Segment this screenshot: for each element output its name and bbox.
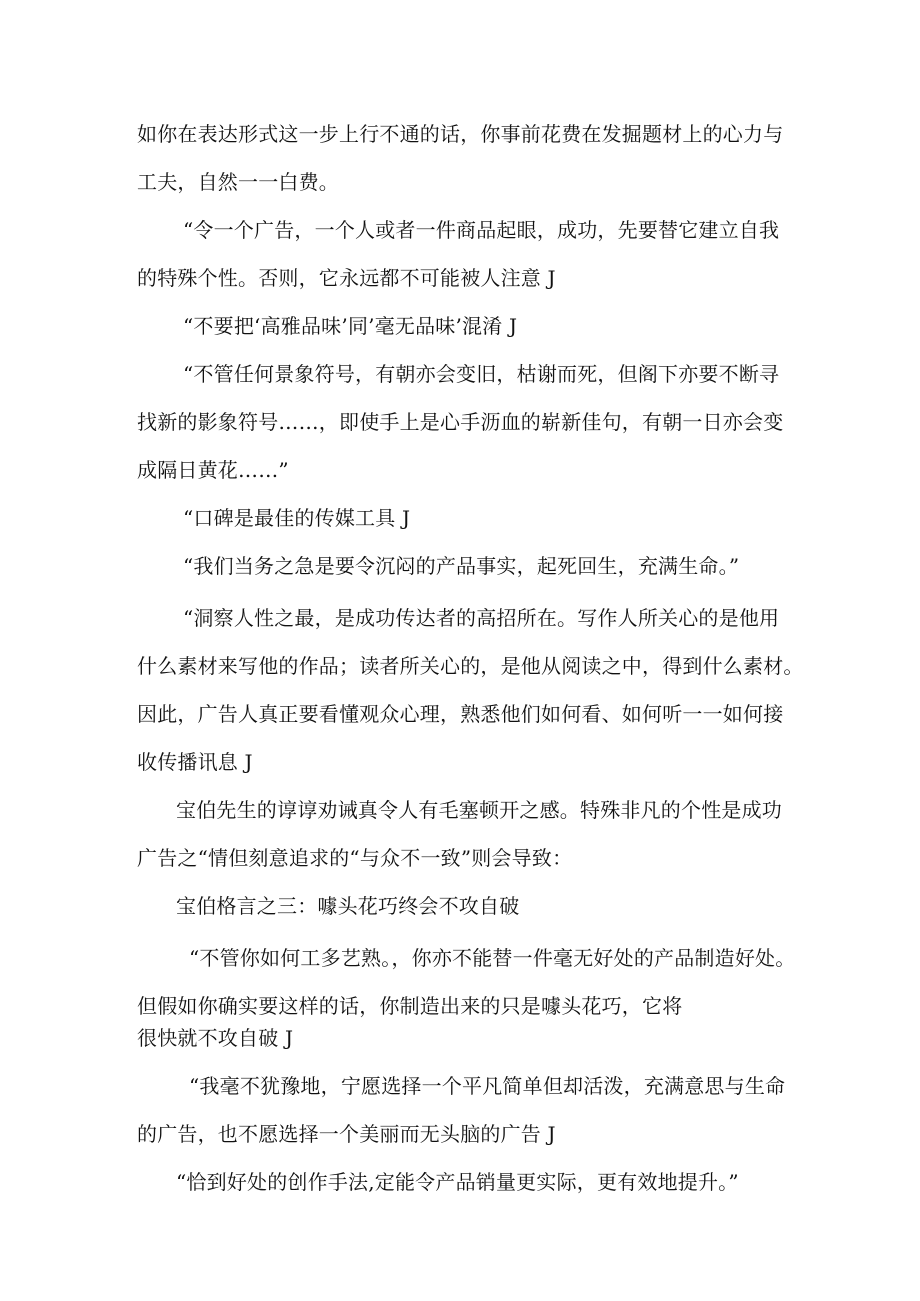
- text-line: 宝伯格言之三：噱头花巧终会不攻自破: [176, 894, 520, 918]
- text-line: 的特殊个性。否则，它永远都不可能被人注意 J: [137, 266, 556, 290]
- text-line: 找新的影象符号……，即使手上是心手沥血的崭新佳句，有朝一日亦会变: [137, 410, 784, 434]
- text-line: 工夫，自然一一白费。: [137, 170, 339, 194]
- text-line: “我们当务之急是要令沉闷的产品事实，起死回生，充满生命。”: [183, 554, 740, 578]
- text-line: 成隔日黄花……”: [137, 458, 289, 482]
- text-line: “不管你如何工多艺熟。，你亦不能替一件毫无好处的产品制造好处。: [189, 946, 796, 970]
- text-line: 很快就不攻自破 J: [137, 1026, 294, 1050]
- text-line: “不管任何景象符号，有朝亦会变旧，枯谢而死，但阁下亦要不断寻: [183, 362, 780, 386]
- text-line: “令一个广告，一个人或者一件商品起眼，成功，先要替它建立自我: [183, 218, 780, 242]
- text-line: “洞察人性之最，是成功传达者的高招所在。写作人所关心的是他用: [183, 606, 780, 630]
- text-line: “不要把‘高雅品味’同’毫无品味’混淆 J: [183, 314, 518, 338]
- text-line: 宝伯先生的谆谆劝诫真令人有毛塞顿开之感。特殊非凡的个性是成功: [176, 798, 782, 822]
- text-line: “恰到好处的创作手法,定能令产品销量更实际，更有效地提升。”: [176, 1170, 739, 1194]
- text-line: 广告之“情但刻意追求的“与众不一致”则会导致：: [137, 846, 573, 870]
- text-line: “口碑是最佳的传媒工具 J: [183, 506, 411, 530]
- text-line: 因此，广告人真正要看懂观众心理，熟悉他们如何看、如何听一一如何接: [137, 702, 784, 726]
- text-line: 什么素材来写他的作品；读者所关心的，是他从阅读之中，得到什么素材。: [137, 654, 804, 678]
- text-line: 收传播讯息 J: [137, 750, 253, 774]
- text-line: 如你在表达形式这一步上行不通的话，你事前花费在发掘题材上的心力与: [137, 122, 784, 146]
- text-line: “我毫不犹豫地，宁愿选择一个平凡简单但却活泼，充满意思与生命: [189, 1074, 786, 1098]
- text-line: 的广告，也不愿选择一个美丽而无头脑的广告 J: [137, 1122, 556, 1146]
- text-line: 但假如你确实要这样的话，你制造出来的只是噱头花巧，它将: [137, 994, 683, 1018]
